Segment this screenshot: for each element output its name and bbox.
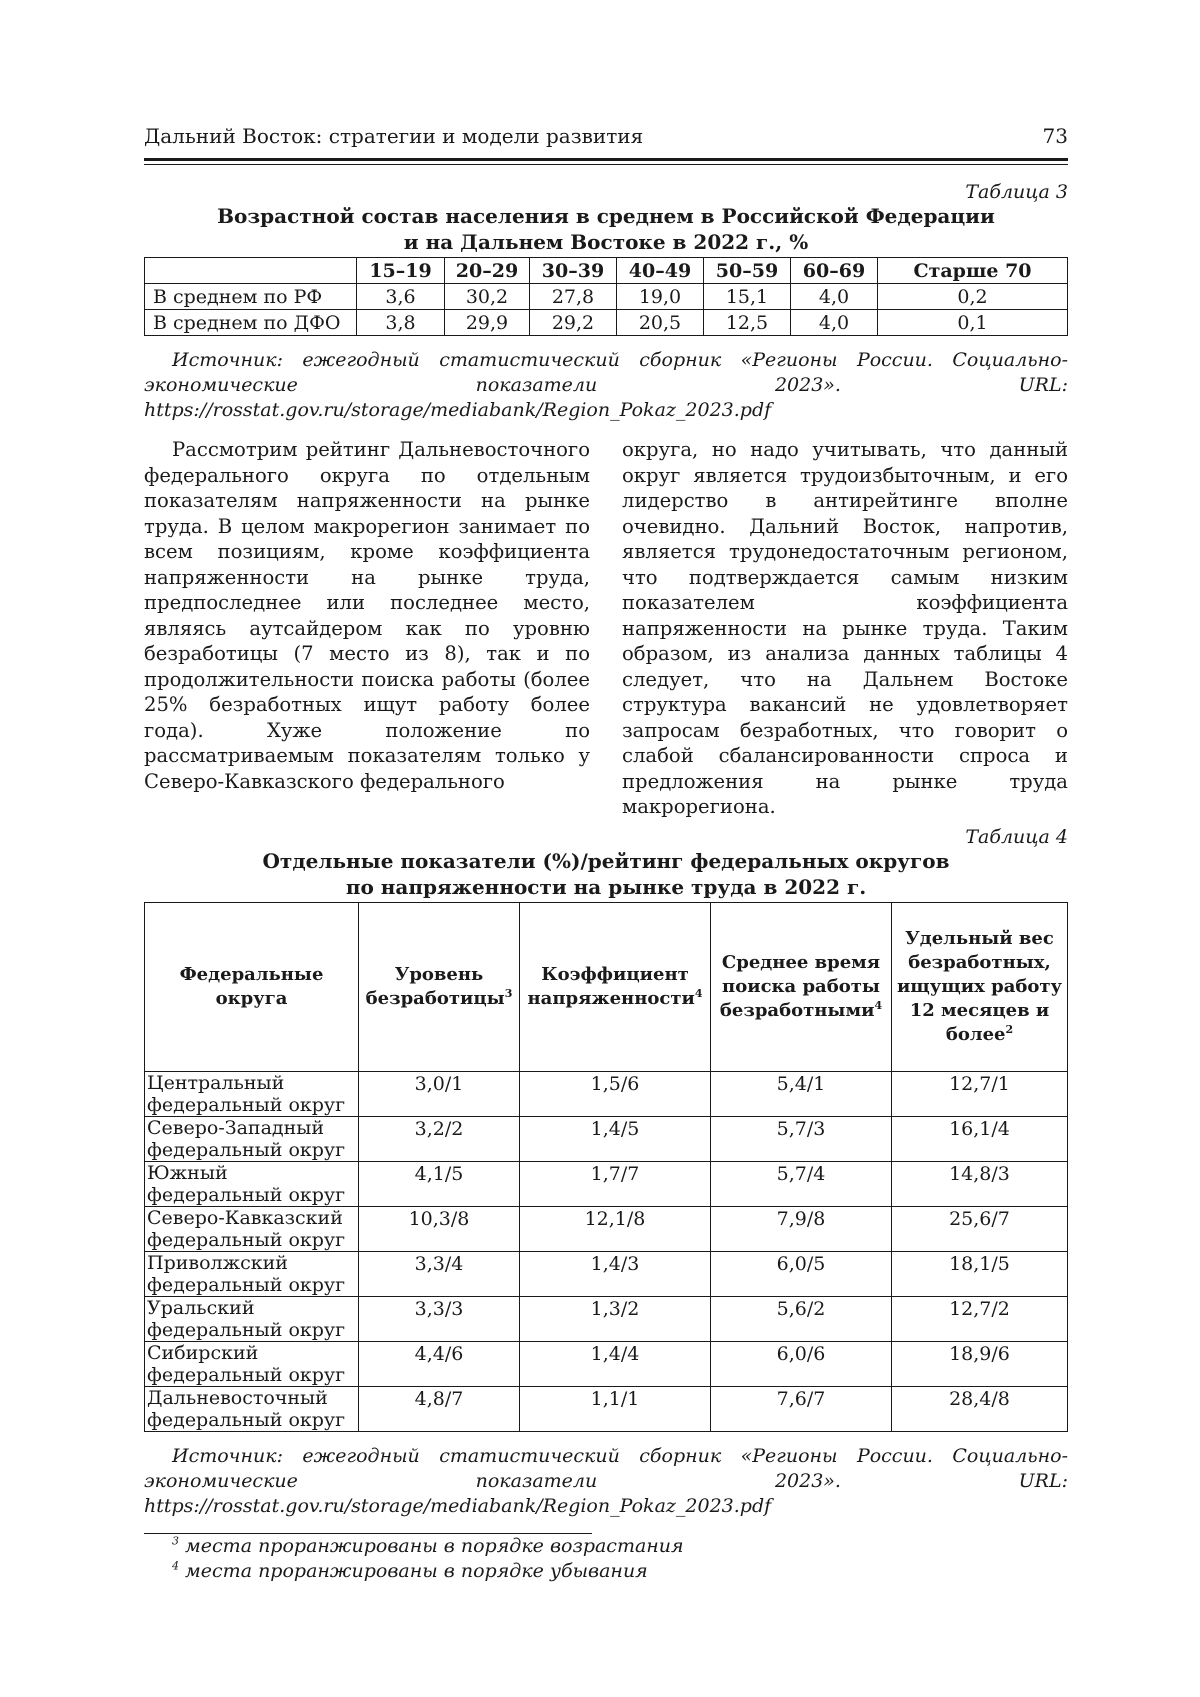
table-cell: 1,4/5: [520, 1116, 711, 1161]
table-cell: 19,0: [617, 284, 704, 310]
district-name: Приволжский федеральный округ: [145, 1251, 359, 1296]
table-cell: 3,3/3: [359, 1296, 520, 1341]
running-title: Дальний Восток: стратегии и модели развития: [144, 124, 644, 148]
footnote: $^3$ места проранжированы в порядке возрастания: [172, 1534, 684, 1557]
table-cell: 4,1/5: [359, 1161, 520, 1206]
table-cell: 6,0/6: [711, 1341, 892, 1386]
table3-label: Таблица 3: [965, 181, 1068, 203]
district-name: Дальневосточный федеральный округ: [145, 1386, 359, 1431]
table-cell: 5,7/4: [711, 1161, 892, 1206]
table3-title-line2: и на Дальнем Востоке в 2022 г., %: [403, 230, 809, 254]
table-cell: 27,8: [530, 284, 617, 310]
table4-title-line1: Отдельные показатели (%)/рейтинг федеральных округов: [262, 848, 950, 873]
table-cell: 3,8: [357, 310, 445, 336]
table3-col-header: Старше 70: [878, 258, 1068, 284]
body-column-right: [622, 437, 1068, 820]
table4-body: [145, 1071, 1068, 1431]
body-column-left: [144, 437, 590, 820]
table4-header-search-time: Среднее время поиска работы безработными$^4$: [711, 902, 892, 1071]
table3-col-header: 30–39: [530, 258, 617, 284]
table-row: [145, 1341, 1068, 1386]
table-cell: 4,4/6: [359, 1341, 520, 1386]
table-row: [145, 284, 1068, 310]
table4-header-districts: Федеральные округа: [145, 902, 359, 1071]
table3-title-line1: Возрастной состав населения в среднем в Российской Федерации: [217, 204, 995, 228]
body-paragraph: округа, но надо учитывать, что данный округ является трудоизбыточным, и его лидерство в антирейтинге вполне очевидно. Дальний Восток, напротив, является трудонедостаточным регионом, что подтверждается самым низким показателем коэффициента напряженности на рынке труда. Таким образом, из анализа данных таблицы 4 следует, что на Дальнем Востоке структура вакансий не удовлетворяет запросам безработных, что говорит о слабой сбалансированности спроса и предложения на рынке труда макрорегиона.: [622, 438, 1068, 818]
table3-col-header: 15–19: [357, 258, 445, 284]
district-name: Южный федеральный округ: [145, 1161, 359, 1206]
table-cell: 20,5: [617, 310, 704, 336]
table3: [144, 257, 1068, 336]
table-cell: 14,8/3: [892, 1161, 1068, 1206]
table-row: [145, 1251, 1068, 1296]
district-name: Центральный федеральный округ: [145, 1071, 359, 1116]
table-cell: 12,7/1: [892, 1071, 1068, 1116]
district-name: Сибирский федеральный округ: [145, 1341, 359, 1386]
table-cell: 12,5: [704, 310, 791, 336]
table-cell: 1,5/6: [520, 1071, 711, 1116]
table-cell: 4,0: [791, 310, 878, 336]
table-cell: 1,7/7: [520, 1161, 711, 1206]
table4-header-unemployment: Уровень безработицы$^3$: [359, 902, 520, 1071]
table-cell: 5,7/3: [711, 1116, 892, 1161]
table-row: [145, 1386, 1068, 1431]
table-row: [145, 1296, 1068, 1341]
table-cell: 25,6/7: [892, 1206, 1068, 1251]
table-cell: 5,6/2: [711, 1296, 892, 1341]
table-cell: 3,6: [357, 284, 445, 310]
table-cell: 3,2/2: [359, 1116, 520, 1161]
table-cell: 1,4/3: [520, 1251, 711, 1296]
table3-header-row: [145, 258, 1068, 284]
table-cell: 28,4/8: [892, 1386, 1068, 1431]
table-cell: 10,3/8: [359, 1206, 520, 1251]
district-name: Уральский федеральный округ: [145, 1296, 359, 1341]
table4-header-row: [145, 902, 1068, 1071]
table-cell: 3,0/1: [359, 1071, 520, 1116]
table-cell: 18,9/6: [892, 1341, 1068, 1386]
table-cell: 15,1: [704, 284, 791, 310]
table-cell: 4,8/7: [359, 1386, 520, 1431]
body-paragraph: Рассмотрим рейтинг Дальневосточного федерального округа по отдельным показателям напряженности на рынке труда. В целом макрорегион занимает по всем позициям, кроме коэффициента напряженности на рынке труда, предпоследнее или последнее место, являясь аутсайдером как по уровню безработицы (7 место из 8), так и по продолжительности поиска работы (более 25% безработных ищут работу более года). Хуже положение по рассматриваемым показателям только у Северо-Кавказского федерального: [144, 438, 590, 793]
table4-source: Источник: ежегодный статистический сборник «Регионы России. Социально-экономические показатели 2023». URL: https://rosstat.gov.ru/storage/mediabank/Region_Pokaz_2023.pdf: [144, 1444, 1068, 1517]
table4-header-tension: Коэффициент напряженности$^4$: [520, 902, 711, 1071]
row-label: В среднем по ДФО: [145, 310, 357, 336]
table-row: [145, 1116, 1068, 1161]
table3-source: Источник: ежегодный статистический сборник «Регионы России. Социально-экономические показатели 2023». URL: https://rosstat.gov.ru/storage/mediabank/Region_Pokaz_2023.pdf: [144, 349, 1068, 421]
table3-corner-cell: [145, 258, 357, 284]
table4: [144, 902, 1068, 1432]
table4-header-share: Удельный вес безработных, ищущих работу 12 месяцев и более$^2$: [892, 902, 1068, 1071]
table-row: [145, 1071, 1068, 1116]
table-cell: 1,1/1: [520, 1386, 711, 1431]
table-cell: 0,1: [878, 310, 1068, 336]
table4-label: Таблица 4: [965, 825, 1068, 848]
table-cell: 7,6/7: [711, 1386, 892, 1431]
district-name: Северо-Западный федеральный округ: [145, 1116, 359, 1161]
table-row: [145, 310, 1068, 336]
page-number: 73: [1042, 124, 1068, 148]
table-cell: 18,1/5: [892, 1251, 1068, 1296]
table-cell: 5,4/1: [711, 1071, 892, 1116]
table-cell: 1,3/2: [520, 1296, 711, 1341]
table-cell: 0,2: [878, 284, 1068, 310]
header-rule-thin: [144, 164, 1068, 165]
table3-col-header: 20–29: [445, 258, 530, 284]
table-cell: 29,2: [530, 310, 617, 336]
running-header: [144, 118, 1068, 148]
table-row: [145, 1206, 1068, 1251]
page: [144, 118, 1068, 1584]
table3-col-header: 50–59: [704, 258, 791, 284]
table-cell: 16,1/4: [892, 1116, 1068, 1161]
footnote: $^4$ места проранжированы в порядке убывания: [172, 1559, 648, 1582]
row-label: В среднем по РФ: [145, 284, 357, 310]
table-cell: 4,0: [791, 284, 878, 310]
body-columns: [144, 437, 1068, 820]
table-cell: 12,1/8: [520, 1206, 711, 1251]
header-rule-thick: [144, 158, 1068, 161]
table3-col-header: 40–49: [617, 258, 704, 284]
table-cell: 1,4/4: [520, 1341, 711, 1386]
table-cell: 29,9: [445, 310, 530, 336]
table-cell: 6,0/5: [711, 1251, 892, 1296]
table-cell: 7,9/8: [711, 1206, 892, 1251]
table-cell: 30,2: [445, 284, 530, 310]
district-name: Северо-Кавказский федеральный округ: [145, 1206, 359, 1251]
table-cell: 12,7/2: [892, 1296, 1068, 1341]
table-cell: 3,3/4: [359, 1251, 520, 1296]
table-row: [145, 1161, 1068, 1206]
table3-col-header: 60–69: [791, 258, 878, 284]
table4-title-line2: по напряженности на рынке труда в 2022 г.: [345, 874, 867, 899]
